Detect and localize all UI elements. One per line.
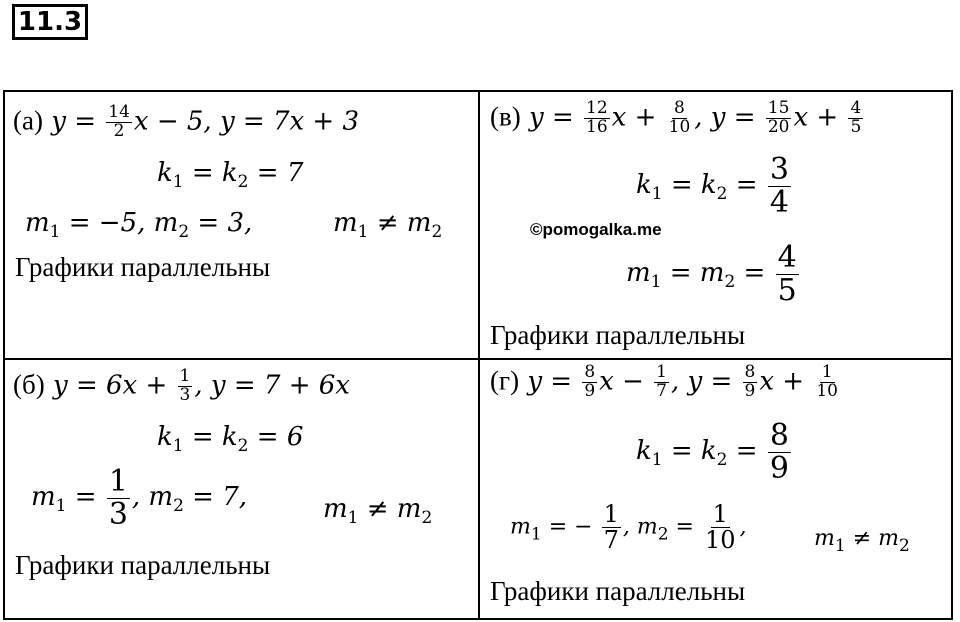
k-equation-b [157, 422, 303, 456]
watermark: ©pomogalka.me [530, 220, 662, 239]
fraction [776, 242, 799, 306]
denominator: 3 [108, 496, 128, 532]
subscript: 1 [834, 536, 846, 556]
problem-number-badge: 11.3 [12, 4, 88, 40]
denominator: 7 [656, 380, 667, 401]
eq-part: x − [599, 366, 644, 397]
var: k [636, 170, 652, 200]
eq-part: ≠ m [845, 526, 899, 551]
eq-part: = k [662, 170, 717, 200]
denominator: 9 [769, 450, 789, 486]
eq-part: = − [541, 514, 593, 540]
eq-part: x + [611, 102, 657, 133]
neq-g [814, 526, 910, 556]
eq-part: y = 6x + [53, 370, 168, 401]
denominator: 9 [744, 380, 756, 401]
fraction [602, 502, 621, 553]
eq-part: , [739, 514, 747, 540]
eq-part: x + [793, 102, 839, 133]
eq-part: , y = [694, 102, 756, 133]
fraction [107, 466, 130, 530]
eq-part: , y = 7 + 6x [194, 370, 350, 401]
var: m [31, 482, 56, 512]
eq-part: = [735, 258, 766, 288]
numerator: 15 [767, 98, 790, 118]
eq-part: = [66, 482, 97, 512]
numerator: 8 [584, 362, 596, 382]
numerator: 1 [108, 464, 128, 499]
cell-a [5, 92, 480, 360]
equation-a [13, 104, 359, 141]
eq-part: , m [622, 514, 658, 540]
cell-v [480, 92, 951, 360]
subscript: 2 [431, 222, 443, 242]
subscript: 1 [651, 450, 663, 470]
numerator: 8 [744, 362, 756, 382]
denominator: 7 [603, 526, 619, 555]
numerator: 1 [603, 500, 619, 528]
denominator: 5 [850, 116, 862, 137]
var: k [636, 436, 652, 466]
fraction [743, 364, 758, 401]
var: m [323, 494, 348, 524]
eq-part: = k [662, 436, 717, 466]
eq-part: , y = [670, 366, 733, 397]
m-equation-g [510, 502, 747, 553]
fraction [848, 100, 863, 137]
subscript: 2 [898, 536, 910, 556]
conclusion-g: Графики параллельны [490, 576, 746, 606]
subscript: 1 [172, 436, 184, 456]
denominator: 10 [704, 526, 736, 555]
neq-b [323, 494, 432, 528]
eq-part: = k [183, 422, 238, 452]
var: k [157, 158, 173, 188]
numerator: 1 [712, 500, 728, 528]
subscript: 1 [347, 508, 359, 528]
denominator: 20 [767, 116, 790, 137]
fraction [654, 364, 669, 401]
denominator: 10 [668, 116, 691, 137]
cell-g [480, 360, 951, 618]
numerator: 1 [821, 362, 833, 382]
subscript: 2 [237, 172, 249, 192]
eq-part: y = [527, 366, 573, 397]
label-v: (в) [490, 101, 521, 132]
numerator: 14 [108, 102, 130, 122]
subscript: 2 [421, 508, 433, 528]
fraction [667, 100, 693, 137]
fraction [106, 104, 132, 141]
fraction [584, 100, 610, 137]
eq-part: = [727, 170, 758, 200]
eq-part: y = [51, 106, 96, 137]
numerator: 1 [656, 362, 667, 382]
equation-g [490, 364, 842, 401]
fraction [768, 154, 791, 218]
denominator: 2 [113, 120, 125, 141]
subscript: 1 [172, 172, 184, 192]
eq-part: ≠ m [358, 494, 422, 524]
eq-part: = [668, 514, 694, 540]
neq-a [333, 208, 442, 242]
conclusion-v: Графики параллельны [490, 320, 746, 350]
eq-part: x − 5, y = 7x + 3 [133, 106, 360, 137]
numerator: 1 [179, 366, 191, 386]
numerator: 3 [769, 152, 789, 187]
eq-part: = 3, [189, 208, 253, 238]
m-equation-b [31, 466, 247, 530]
subscript: 1 [55, 496, 67, 516]
eq-part: = [727, 436, 758, 466]
subscript: 2 [716, 184, 728, 204]
eq-part: = k [183, 158, 238, 188]
subscript: 1 [651, 184, 663, 204]
fraction [766, 100, 792, 137]
numerator: 8 [769, 418, 789, 453]
subscript: 2 [173, 496, 184, 516]
subscript: 2 [724, 272, 736, 292]
numerator: 4 [777, 240, 797, 275]
k-equation-a [157, 158, 303, 192]
var: m [510, 514, 531, 540]
eq-part: y = [529, 102, 574, 133]
cell-b [5, 360, 480, 618]
denominator: 10 [816, 380, 838, 401]
subscript: 2 [237, 436, 249, 456]
solution-table [3, 90, 953, 620]
eq-part: = −5, m [60, 208, 179, 238]
subscript: 1 [530, 524, 542, 545]
var: m [626, 258, 651, 288]
label-g: (г) [490, 365, 520, 396]
label-b: (б) [13, 369, 45, 400]
eq-part: = 6 [248, 422, 304, 452]
subscript: 2 [657, 524, 669, 545]
var: m [814, 526, 835, 551]
eq-part: , m [131, 482, 174, 512]
m-equation-v [626, 242, 801, 306]
eq-part: ≠ m [368, 208, 432, 238]
fraction [178, 368, 193, 405]
eq-part: = m [661, 258, 725, 288]
fraction [703, 502, 738, 553]
equation-v [490, 100, 865, 137]
eq-part: x + [759, 366, 805, 397]
var: m [25, 208, 50, 238]
subscript: 2 [178, 222, 190, 242]
fraction [814, 364, 840, 401]
fraction [582, 364, 597, 401]
denominator: 16 [586, 116, 608, 137]
subscript: 2 [716, 450, 728, 470]
k-equation-g [636, 420, 793, 484]
denominator: 9 [584, 380, 596, 401]
numerator: 4 [850, 98, 862, 118]
eq-part: = 7 [248, 158, 304, 188]
conclusion-a: Графики параллельны [15, 252, 271, 282]
subscript: 1 [650, 272, 662, 292]
m-equation-a [25, 208, 252, 242]
numerator: 12 [586, 98, 608, 118]
denominator: 5 [777, 272, 797, 308]
var: k [157, 422, 173, 452]
equation-b [13, 368, 350, 405]
denominator: 4 [769, 184, 789, 220]
conclusion-b: Графики параллельны [15, 550, 271, 580]
subscript: 1 [49, 222, 61, 242]
fraction [768, 420, 791, 484]
subscript: 1 [357, 222, 369, 242]
eq-part: = 7, [183, 482, 248, 512]
var: m [333, 208, 358, 238]
denominator: 3 [179, 384, 191, 405]
numerator: 8 [674, 98, 685, 118]
label-a: (а) [13, 105, 43, 136]
k-equation-v [636, 154, 793, 218]
